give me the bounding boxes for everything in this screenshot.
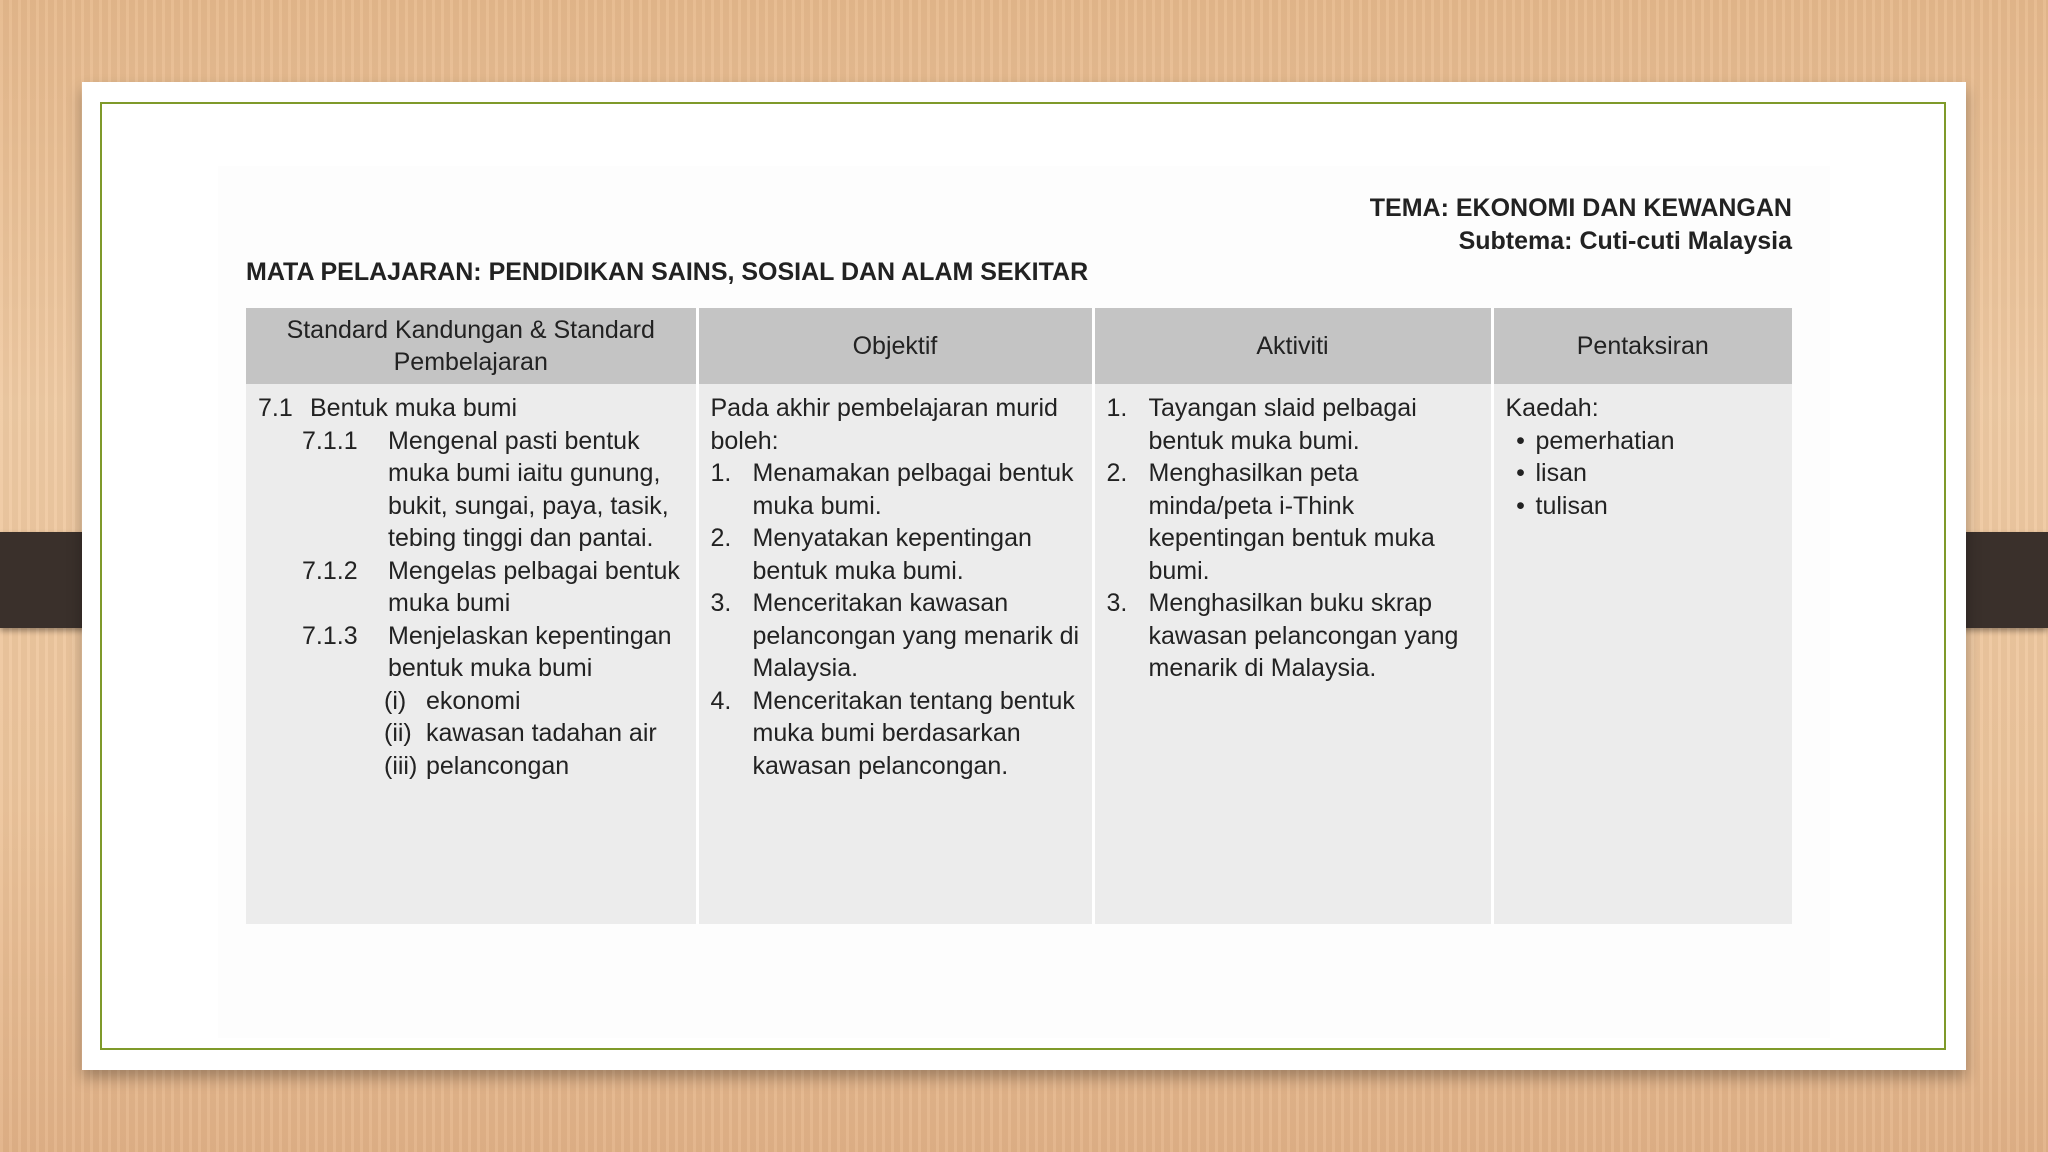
header-standard: Standard Kandungan & Standard Pembelajaran bbox=[246, 308, 697, 384]
pentaksiran-item bbox=[1506, 457, 1781, 490]
standard-subitem-text: pelancongan bbox=[426, 751, 570, 780]
standard-subitem-number: (i) bbox=[384, 686, 407, 715]
standard-subitem bbox=[258, 750, 684, 783]
standard-subitem-text: ekonomi bbox=[426, 686, 521, 715]
slide-card bbox=[82, 82, 1966, 1070]
header-objektif: Objektif bbox=[697, 308, 1093, 384]
objektif-item-text: Menceritakan kawasan pelancongan yang menarik di Malaysia. bbox=[752, 589, 1080, 682]
standard-main bbox=[258, 392, 684, 425]
standard-subitem bbox=[258, 685, 684, 718]
objektif-intro: Pada akhir pembelajaran murid boleh: bbox=[710, 394, 1058, 455]
objektif-item-number: 3. bbox=[710, 589, 732, 617]
standard-item bbox=[258, 555, 684, 620]
pentaksiran-title: Kaedah: bbox=[1505, 394, 1599, 422]
aktiviti-item-text: Menghasilkan peta minda/peta i-Think kepentingan bentuk muka bumi. bbox=[1148, 459, 1435, 585]
objektif-item-text: Menamakan pelbagai bentuk muka bumi. bbox=[752, 459, 1074, 520]
aktiviti-cell bbox=[1093, 384, 1492, 924]
aktiviti-item-number: 3. bbox=[1106, 589, 1128, 617]
standard-main-text: Bentuk muka bumi bbox=[310, 394, 518, 422]
standard-subitem bbox=[258, 717, 684, 750]
aktiviti-item bbox=[1107, 457, 1479, 587]
objektif-item bbox=[711, 457, 1080, 522]
lesson-plan-table bbox=[246, 308, 1792, 924]
objektif-item-number: 4. bbox=[710, 686, 732, 715]
objektif-item-number: 1. bbox=[710, 459, 732, 487]
table-header-row bbox=[246, 308, 1792, 384]
pentaksiran-item-text: pemerhatian bbox=[1535, 426, 1675, 455]
standard-item-number: 7.1.1 bbox=[302, 426, 358, 455]
standard-cell bbox=[246, 384, 697, 924]
header-aktiviti: Aktiviti bbox=[1093, 308, 1492, 384]
tema-label: TEMA: EKONOMI DAN KEWANGAN bbox=[1369, 194, 1792, 222]
aktiviti-item bbox=[1107, 587, 1479, 685]
standard-item-number: 7.1.2 bbox=[302, 556, 358, 585]
pentaksiran-item-text: tulisan bbox=[1535, 491, 1608, 520]
theme-header bbox=[1370, 192, 1792, 258]
standard-subitem-number: (ii) bbox=[384, 719, 412, 747]
objektif-item-text: Menceritakan tentang bentuk muka bumi berdasarkan kawasan pelancongan. bbox=[752, 686, 1075, 780]
subject-title: MATA PELAJARAN: PENDIDIKAN SAINS, SOSIAL DAN ALAM SEKITAR bbox=[246, 258, 1089, 286]
aktiviti-item-number: 2. bbox=[1106, 459, 1128, 487]
table-row bbox=[246, 384, 1792, 924]
bullet-icon: • bbox=[1516, 459, 1525, 487]
subtema-label: Subtema: Cuti-cuti Malaysia bbox=[1458, 227, 1792, 255]
header-pentaksiran: Pentaksiran bbox=[1492, 308, 1792, 384]
objektif-item bbox=[711, 685, 1080, 783]
document-image bbox=[218, 166, 1830, 1038]
standard-item-text: Mengenal pasti bentuk muka bumi iaitu gunung, bukit, sungai, paya, tasik, tebing tinggi dan pantai. bbox=[388, 426, 669, 552]
objektif-item bbox=[711, 522, 1080, 587]
pentaksiran-item bbox=[1506, 425, 1781, 458]
standard-item-number: 7.1.3 bbox=[302, 621, 358, 650]
objektif-item bbox=[711, 587, 1080, 685]
standard-item bbox=[258, 425, 684, 555]
pentaksiran-cell bbox=[1492, 384, 1792, 924]
standard-subitem-text: kawasan tadahan air bbox=[426, 719, 657, 747]
aktiviti-item-text: Tayangan slaid pelbagai bentuk muka bumi. bbox=[1148, 394, 1417, 455]
standard-item-text: Mengelas pelbagai bentuk muka bumi bbox=[388, 556, 680, 617]
objektif-cell bbox=[697, 384, 1093, 924]
bullet-icon: • bbox=[1516, 426, 1525, 455]
bullet-icon: • bbox=[1516, 491, 1525, 520]
aktiviti-item-text: Menghasilkan buku skrap kawasan pelancongan yang menarik di Malaysia. bbox=[1148, 589, 1459, 682]
objektif-item-text: Menyatakan kepentingan bentuk muka bumi. bbox=[752, 524, 1032, 585]
aktiviti-item bbox=[1107, 392, 1479, 457]
standard-item bbox=[258, 620, 684, 685]
pentaksiran-item bbox=[1506, 490, 1781, 523]
pentaksiran-item-text: lisan bbox=[1535, 459, 1587, 487]
standard-subitem-number: (iii) bbox=[384, 751, 418, 780]
aktiviti-item-number: 1. bbox=[1106, 394, 1128, 422]
standard-item-text: Menjelaskan kepentingan bentuk muka bumi bbox=[388, 621, 672, 682]
standard-main-number: 7.1 bbox=[258, 394, 293, 422]
objektif-item-number: 2. bbox=[710, 524, 732, 552]
